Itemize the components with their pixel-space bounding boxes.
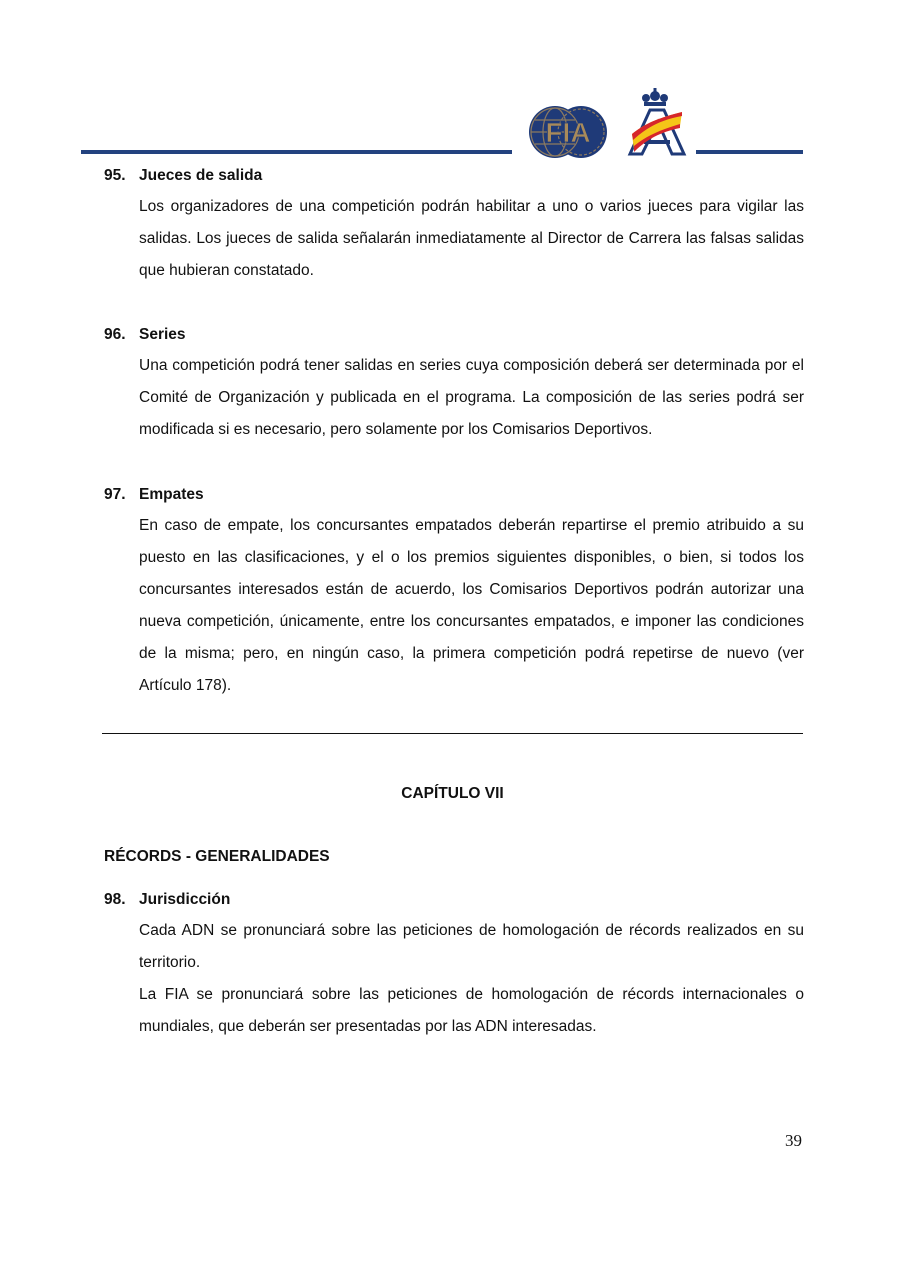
article-number: 96.: [104, 326, 126, 343]
article-96: [104, 324, 804, 446]
chapter-title: CAPÍTULO VII: [401, 785, 504, 802]
part-title: RÉCORDS - GENERALIDADES: [104, 848, 330, 865]
article-title: Jurisdicción: [139, 891, 231, 908]
fia-logo-icon: [527, 104, 609, 160]
section-divider: [102, 733, 803, 734]
article-97: [104, 484, 804, 702]
article-paragraph: Los organizadores de una competición podrán habilitar a uno o varios jueces para vigilar las salidas. Los jueces de salida señalarán inmediatamente al Director de Carrera las falsas salidas que hubieran constatado.: [139, 198, 804, 279]
article-95: [104, 165, 804, 287]
header-rule-right: [696, 150, 803, 154]
article-paragraph: Una competición podrá tener salidas en series cuya composición deberá ser determinada por el Comité de Organización y publicada en el programa. La composición de las series podrá ser modificada si es necesario, pero solamente por los Comisarios Deportivos.: [139, 357, 804, 438]
article-number: 98.: [104, 891, 126, 908]
header-rule-left: [81, 150, 512, 154]
page-number: 39: [785, 1131, 802, 1150]
article-heading: [104, 165, 804, 187]
svg-text:FIA: FIA: [545, 117, 591, 148]
article-paragraph: En caso de empate, los concursantes empatados deberán repartirse el premio atribuido a su puesto en las clasificaciones, y el o los premios siguientes disponibles, o bien, si todos los concursantes interesados están de acuerdo, los Comisarios Deportivos podrán autorizar una nueva competición, únicamente, entre los concursantes empatados, e imponer las condiciones de la misma; pero, en ningún caso, la primera competición podrá repetirse de nuevo (ver Artículo 178).: [139, 517, 804, 694]
rfeda-logo-icon: [624, 88, 688, 156]
article-heading: [104, 484, 804, 506]
article-title: Empates: [139, 486, 204, 503]
article-98: [104, 889, 804, 1043]
article-paragraph: Cada ADN se pronunciará sobre las peticiones de homologación de récords realizados en su territorio.: [139, 922, 804, 971]
article-paragraph: La FIA se pronunciará sobre las peticiones de homologación de récords internacionales o mundiales, que deberán ser presentadas por las ADN interesadas.: [139, 986, 804, 1035]
article-heading: [104, 324, 804, 346]
article-title: Series: [139, 326, 186, 343]
article-number: 95.: [104, 167, 126, 184]
article-title: Jueces de salida: [139, 167, 263, 184]
article-heading: [104, 889, 804, 911]
article-number: 97.: [104, 486, 126, 503]
